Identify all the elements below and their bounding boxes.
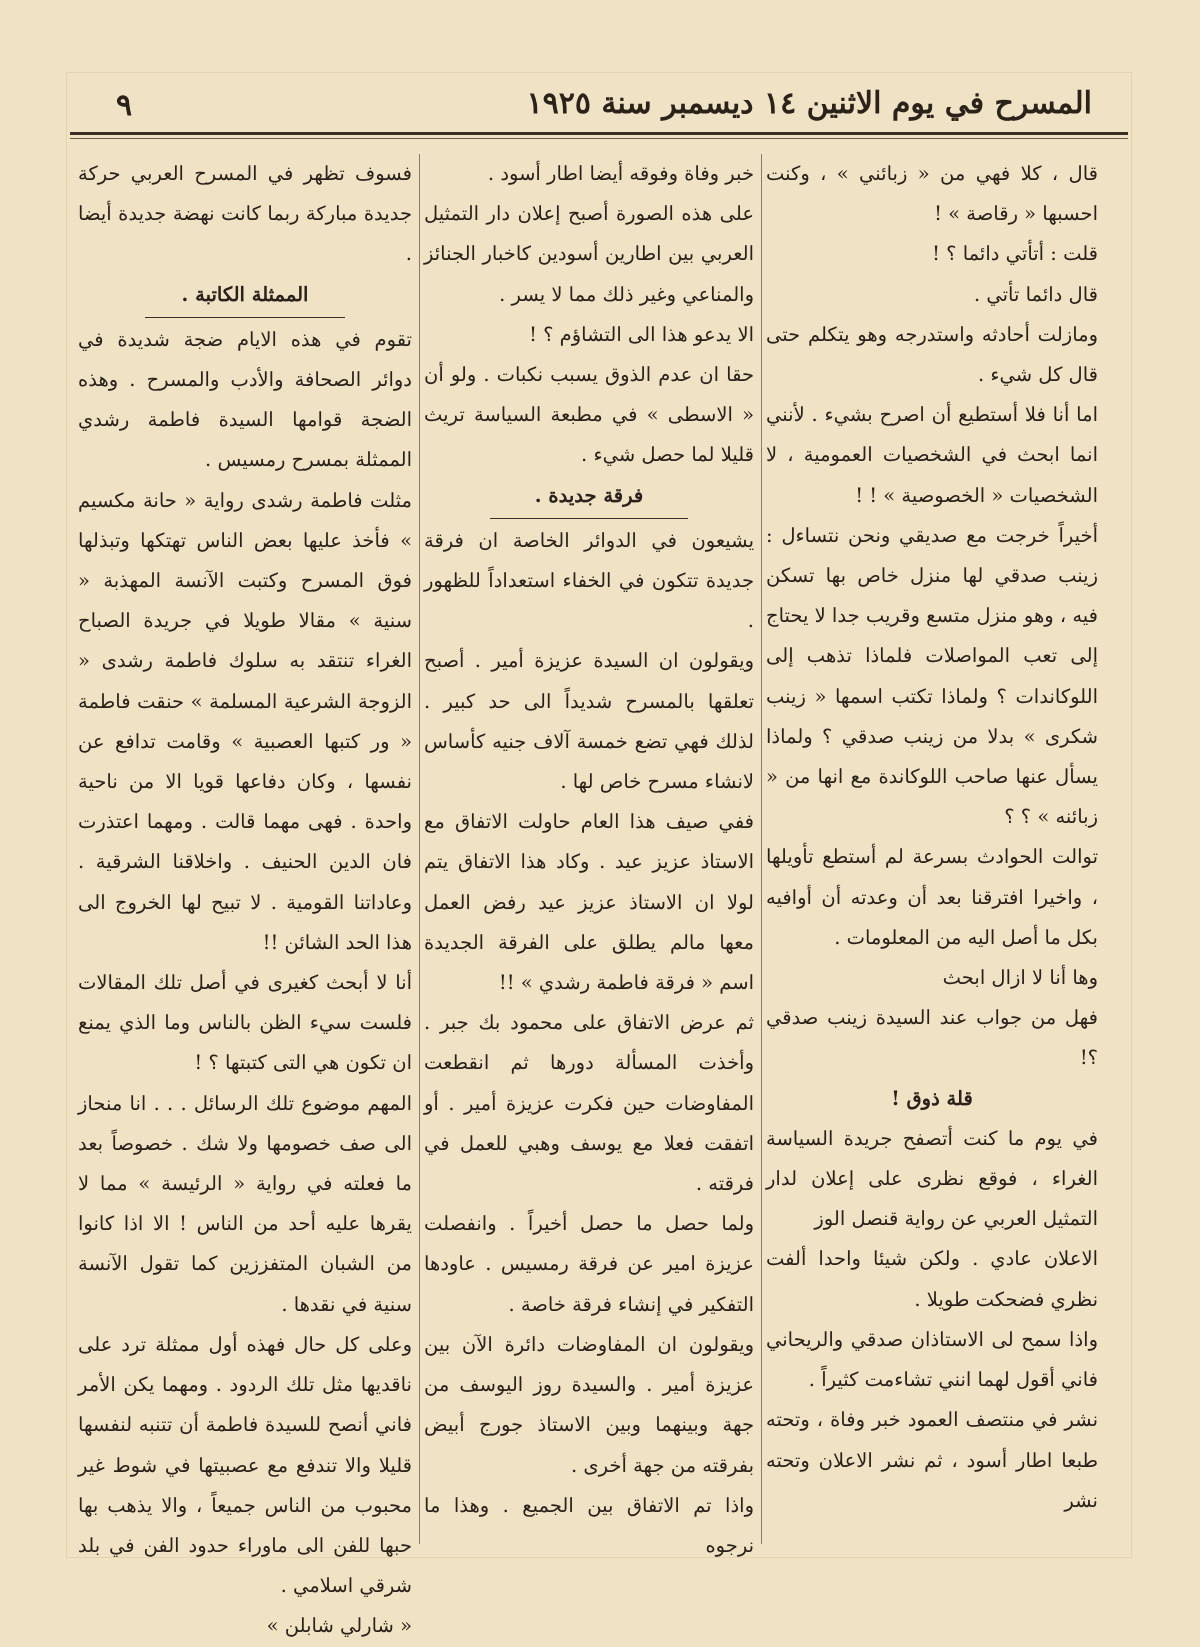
subhead-underline [490,518,688,519]
paragraph: قال ، كلا فهي من « زبائني » ، وكنت احسبها « رقاصة » ! [766,162,1098,226]
paragraph: على هذه الصورة أصبح إعلان دار التمثيل العربي بين اطارين أسودين كاخبار الجنائز والمناعي وغير ذلك مما لا يسر . [424,202,754,306]
paragraph: ومازلت أحادثه واستدرجه وهو يتكلم حتى قال كل شيء . [766,322,1098,387]
paragraph: قال دائما تأتي . [973,282,1098,306]
section-subhead: فرقة جديدة . [534,483,644,507]
paragraph: الاعلان عادي . ولكن شيئا واحدا ألفت نظري فضحكت طويلا . [766,1247,1098,1311]
paragraph: ففي صيف هذا العام حاولت الاتفاق مع الاستاذ عزيز عيد . وكاد هذا الاتفاق يتم لولا ان الاستاذ عزيز عيد رفض العمل معها مالم يطلق على الفرقة الجديدة اسم « فرقة فاطمة رشدي » !! [424,810,754,995]
paragraph: أخيراً خرجت مع صديقي ونحن نتساءل : زينب صدقي لها منزل خاص بها تسكن فيه ، وهو منزل متسع وقريب جدا لا يحتاج إلى تعب المواصلات فلماذا تذهب إلى اللوكاندات ؟ ولماذا تكتب اسمها « زينب شكرى » بدلا من زينب صدقي ؟ ولماذا يسأل عنها صاحب اللوكاندة مع انها من « زبائنه » ؟ ؟ [765,523,1098,829]
paragraph: واذا تم الاتفاق بين الجميع . وهذا ما نرجوه [424,1493,754,1557]
paragraph: يشيعون في الدوائر الخاصة ان فرقة جديدة تتكون في الخفاء استعداداً للظهور . [424,528,754,633]
column-divider [761,154,762,1544]
paragraph: فسوف تظهر في المسرح العربي حركة جديدة مباركة ربما كانت نهضة جديدة أيضا . [78,162,412,266]
paragraph: في يوم ما كنت أتصفح جريدة السياسة الغراء ، فوقع نظرى على إعلان لدار التمثيل العربي عن رواية قنصل الوز [766,1126,1098,1231]
paragraph: اما أنا فلا أستطيع أن اصرح بشيء . لأنني انما ابحث في الشخصيات العمومية ، لا الشخصيات « الخصوصية » ! ! [766,403,1098,507]
paragraph: الا يدعو هذا الى التشاؤم ؟ ! [529,322,754,346]
paragraph: فهل من جواب عند السيدة زينب صدقي ؟! [766,1006,1098,1070]
column-right [766,154,1098,1544]
paragraph: توالت الحوادث بسرعة لم أستطع تأويلها ، واخيرا افترقنا بعد أن وعدته أن أوافيه بكل ما أصل اليه من المعلومات . [766,845,1098,949]
paragraph: ويقولون ان السيدة عزيزة أمير . أصبح تعلقها بالمسرح شديداً الى حد كبير . لذلك فهي تضع خمسة آلاف جنيه كأساس لانشاء مسرح خاص لها . [424,649,754,794]
header-rule-thin [70,138,1128,139]
header-title: المسرح في يوم الاثنين ١٤ ديسمبر سنة ١٩٢٥ [526,86,1092,121]
paragraph: ويقولون ان المفاوضات دائرة الآن بين عزيزة أمير . والسيدة روز اليوسف من جهة وبينهما وبين الاستاذ جورج أبيض بفرقته من جهة أخرى . [424,1332,754,1477]
column-divider [419,154,420,1544]
column-middle [424,154,754,1557]
paragraph: خبر وفاة وفوقه أيضا اطار أسود . [487,162,754,185]
paragraph: ثم عرض الاتفاق على محمود بك جبر . وأخذت المسألة دورها ثم انقطعت المفاوضات حين فكرت عزيزة أمير . أو اتفقت فعلا مع يوسف وهبي للعمل في فرقته . [424,1011,754,1196]
paragraph: حقا ان عدم الذوق يسبب نكبات . ولو أن « الاسطى » في مطبعة السياسة تريث قليلا لما حصل شيء . [424,363,754,467]
subhead-underline [145,317,345,318]
paragraph: وها أنا لا ازال ابحث [942,966,1098,990]
header-rule [70,132,1128,135]
paragraph: المهم موضوع تلك الرسائل . . . انا منحاز الى صف خصومها ولا شك . خصوصاً بعد ما فعلته في رواية « الرئيسة » مما لا يقرها عليه أحد من الناس ! الا اذا كانوا من الشبان المتفززين كما تقول الآنسة سنية في نقدها . [78,1091,412,1316]
section-subhead: قلة ذوق ! [891,1086,973,1110]
section-subhead: الممثلة الكاتبة . [181,282,309,306]
article-columns [66,154,1132,1638]
page-header [66,86,1132,134]
paragraph: وعلى كل حال فهذه أول ممثلة ترد على ناقديها مثل تلك الردود . ومهما يكن الأمر فاني أنصح للسيدة فاطمة أن تتنبه لنفسها قليلا والا تندفع مع عصبيتها في شوط غير محبوب من الناس جميعاً ، والا يذهب بها حبها للفن الى ماوراء حدود الفن في بلد شرقي اسلامي . [78,1332,412,1598]
newspaper-page [66,72,1132,1638]
column-left [78,154,412,1638]
paragraph: تقوم في هذه الايام ضجة شديدة في دوائر الصحافة والأدب والمسرح . وهذه الضجة قوامها السيدة فاطمة رشدي الممثلة بمسرح رمسيس . [78,327,412,472]
paragraph: قلت : أتأتي دائما ؟ ! [932,242,1098,266]
paragraph: نشر في منتصف العمود خبر وفاة ، وتحته طبعا اطار أسود ، ثم نشر الاعلان وتحته نشر [766,1408,1098,1512]
page-number: ٩ [116,88,133,123]
paragraph: واذا سمح لى الاستاذان صدقي والريحاني فاني أقول لهما انني تشاءمت كثيراً . [766,1327,1098,1392]
paragraph: ولما حصل ما حصل أخيراً . وانفصلت عزيزة امير عن فرقة رمسيس . عاودها التفكير في إنشاء فرقة خاصة . [424,1212,754,1316]
paragraph: مثلت فاطمة رشدى رواية « حانة مكسيم » فأخذ عليها بعض الناس تهتكها وتبذلها فوق المسرح وكتبت الآنسة المهذبة « سنية » مقالا طويلا في جريدة الصباح الغراء تنتقد به سلوك فاطمة رشدى « الزوجة الشرعية المسلمة » حنقت فاطمة « ور كتبها العصبية » وقامت تدافع عن نفسها ، وكان دفاعها قويا الا من ناحية واحدة . فهى مهما قالت . ومهما اعتذرت فان الدين الحنيف . واخلاقنا الشرقية . وعاداتنا القومية . لا تبيح لها الخروج الى هذا الحد الشائن !! [78,488,412,954]
paragraph: أنا لا أبحث كغيرى في أصل تلك المقالات فلست سيء الظن بالناس وما الذي يمنع ان تكون هي التى كتبتها ؟ ! [78,971,412,1075]
author-signature: « شارلي شابلن » [266,1614,412,1638]
